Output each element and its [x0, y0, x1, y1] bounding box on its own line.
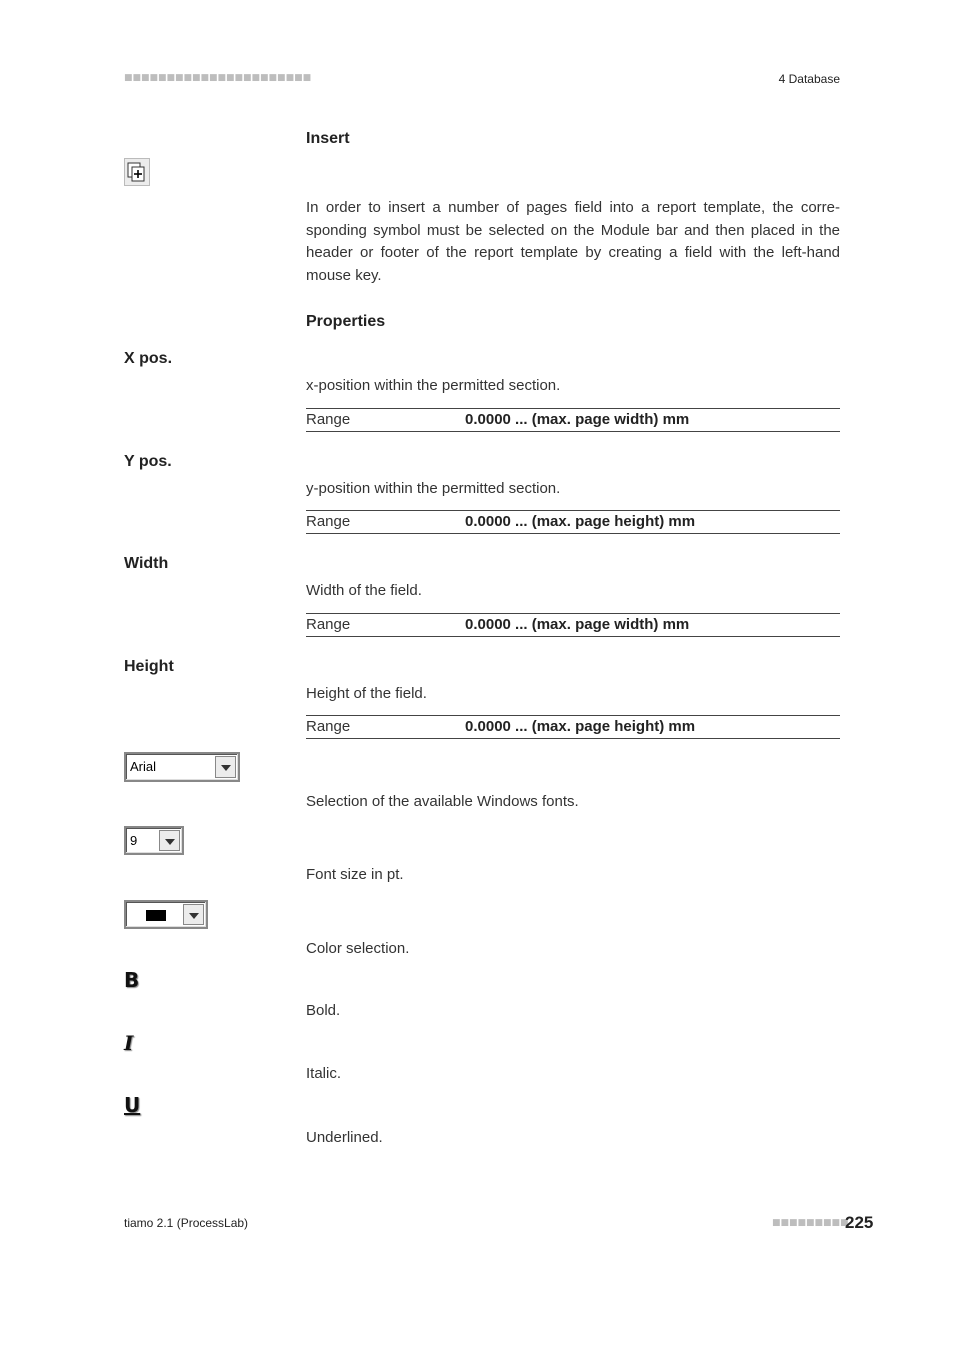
font-select[interactable] — [124, 752, 240, 782]
xpos-range-value: 0.0000 ... (max. page width) mm — [465, 411, 690, 428]
xpos-range-row — [306, 408, 840, 432]
font-select-value: Arial — [130, 759, 157, 774]
chevron-down-icon[interactable] — [183, 904, 204, 925]
height-range-value: 0.0000 ... (max. page height) mm — [465, 718, 696, 735]
height-range-row — [306, 715, 840, 739]
font-size-description: Font size in pt. — [306, 866, 404, 883]
bold-icon[interactable]: B — [124, 968, 140, 992]
height-label: Height — [124, 658, 174, 675]
font-size-value: 9 — [130, 833, 138, 848]
color-description: Color selection. — [306, 940, 410, 957]
color-swatch — [146, 910, 166, 921]
height-description: Height of the field. — [306, 685, 427, 702]
width-label: Width — [124, 555, 169, 572]
font-description: Selection of the available Windows fonts. — [306, 793, 579, 810]
footer-decoration: ■■■■■■■■■ — [772, 1218, 849, 1228]
xpos-range-label: Range — [306, 411, 351, 428]
insert-heading: Insert — [306, 130, 350, 147]
chevron-down-icon[interactable] — [215, 756, 236, 778]
width-range-value: 0.0000 ... (max. page width) mm — [465, 616, 690, 633]
xpos-label: X pos. — [124, 350, 173, 367]
insert-description: In order to insert a number of pages field into a report template, the corre-sponding symbol must be selected on the Module bar and then placed in the header or footer of the report template by creating a field with the left-hand mouse key. — [306, 199, 840, 284]
properties-heading: Properties — [306, 313, 386, 330]
insert-page-field-icon — [124, 158, 150, 186]
ypos-range-row — [306, 510, 840, 534]
italic-icon[interactable]: I — [124, 1031, 134, 1055]
product-name: tiamo 2.1 (ProcessLab) — [124, 1216, 249, 1230]
ypos-range-label: Range — [306, 513, 351, 530]
width-range-label: Range — [306, 616, 351, 633]
header-decoration: ■■■■■■■■■■■■■■■■■■■■■■ — [124, 73, 312, 83]
font-size-select[interactable] — [124, 826, 184, 855]
ypos-description: y-position within the permitted section. — [306, 480, 561, 497]
color-select[interactable] — [124, 900, 208, 929]
bold-description: Bold. — [306, 1002, 341, 1019]
italic-description: Italic. — [306, 1065, 342, 1082]
chevron-down-icon[interactable] — [159, 830, 180, 851]
underline-description: Underlined. — [306, 1129, 383, 1146]
page-number: 225 — [845, 1213, 874, 1232]
ypos-range-value: 0.0000 ... (max. page height) mm — [465, 513, 696, 530]
underline-icon[interactable]: U — [124, 1093, 141, 1117]
xpos-description: x-position within the permitted section. — [306, 377, 561, 394]
height-range-label: Range — [306, 718, 351, 735]
width-description: Width of the field. — [306, 582, 422, 599]
width-range-row — [306, 613, 840, 637]
ypos-label: Y pos. — [124, 453, 172, 470]
chapter-title: 4 Database — [778, 72, 840, 86]
